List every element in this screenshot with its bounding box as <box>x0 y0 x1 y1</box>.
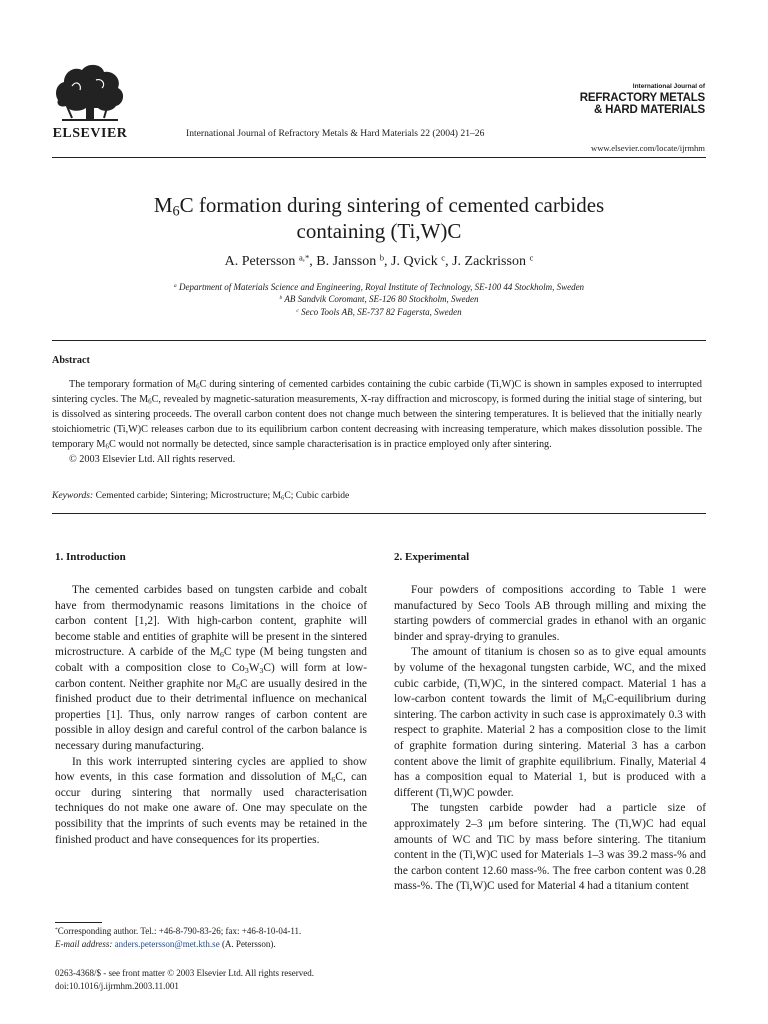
corresponding-author-note: *Corresponding author. Tel.: +46-8-790-83-26; fax: +46-8-10-04-11. <box>55 926 302 936</box>
journal-citation: International Journal of Refractory Metals & Hard Materials 22 (2004) 21–26 <box>186 128 485 139</box>
author-affiliation-mark[interactable]: b <box>379 252 385 263</box>
abstract-top-divider <box>52 340 706 341</box>
affiliation-b: $^b$ AB Sandvik Coromant, SE-126 80 Stockholm, Sweden <box>279 294 479 304</box>
footnote <box>55 925 375 951</box>
left-column <box>55 583 367 848</box>
author-affiliation-mark[interactable]: a,* <box>298 252 310 263</box>
author-affiliation-mark[interactable]: c <box>441 252 446 263</box>
keywords-bottom-divider <box>52 513 706 514</box>
author-name: J. Qvick <box>391 254 438 269</box>
keywords: Keywords: Cemented carbide; Sintering; Microstructure; $M_6C$; Cubic carbide <box>52 490 350 502</box>
section-heading-introduction: 1. Introduction <box>55 551 126 563</box>
footnote-divider <box>55 922 102 923</box>
paper-title: $M_6C$ formation during sintering of cemented carbides containing (Ti,W)C <box>153 193 605 243</box>
journal-logo-line1: International Journal of <box>632 83 705 90</box>
journal-logo-line3: & HARD MATERIALS <box>594 104 705 116</box>
right-column <box>394 583 706 895</box>
email-link[interactable]: anders.petersson@met.kth.se <box>114 939 220 949</box>
bottom-front-matter <box>55 967 314 993</box>
paragraph: The tungsten carbide powder had a particle size of approximately 2–3 μm before sintering. The (Ti,W)C had equal amounts of WC and TiC by mass before sintering. The titanium content in the (Ti,W)C used for Materials 1–3 was 39.2 mass-% and the carbon content 12.60 mass-%. The free carbon content was 0.28 mass-%. The (Ti,W)C used for Material 4 had a titanium content <box>394 802 706 893</box>
doi-line[interactable]: doi:10.1016/j.ijrmhm.2003.11.001 <box>55 981 179 991</box>
issn-line: 0263-4368/$ - see front matter © 2003 Elsevier Ltd. All rights reserved. <box>55 968 315 978</box>
header-divider <box>52 157 706 158</box>
affiliation-a: $^a$ Department of Materials Science and Engineering, Royal Institute of Technology, SE-100 44 Stockholm, Sweden <box>173 282 585 292</box>
keywords-label: Keywords: <box>52 490 94 501</box>
elsevier-tree-logo <box>52 60 128 124</box>
abstract-body: The temporary formation of $M_6C$ during sintering of cemented carbides containing the cubic carbide (Ti,W)C is shown in samples exposed to interrupted sintering cycles. The $M_6C$, revealed by magnetic-saturation measurements, X-ray diffraction and microscopy, is formed during the initial stage of sintering, but is dissolved as sintering proceeds. The overall carbon content does not change much between the sintering temperatures. It is believed that the initially nearly stoichiometric (Ti,W)C releases carbon due to its equilibrium carbon content decreasing with increasing temperature, which makes dissolution possible. The temporary $M_6C$ would not normally be detected, since sample characterisation is in practice employed only after sintering. © 2003 Elsevier Ltd. All rights reserved. <box>52 377 702 468</box>
abstract-heading: Abstract <box>52 355 90 366</box>
paragraph: The cemented carbides based on tungsten carbide and cobalt have from thermodynamic reasons limitations in the choice of carbon content [1,2]. With high-carbon content, graphite will become stable and entities of graphite will be present in the sintered microstructure. A carbide of the $M_6C$ type (M being tungsten and cobalt with a composition close to $Co_3W_3C$) will form at low-carbon content. Neither graphite nor $M_6C$ are usually desired in the finished product due to their detrimental influence on mechanical properties [1]. Thus, only narrow ranges of carbon content are possible in alloy design and careful control of the carbon balance is necessary during manufacturing. <box>55 584 367 752</box>
paragraph: In this work interrupted sintering cycles are applied to show how events, in this case formation and dissolution of $M_6C$, can occur during sintering that normally used characterisation techniques do not make one aware of. One may speculate on the possibility that the imprints of such events may be retained in the finished product and have consequences for its properties. <box>55 755 367 846</box>
affiliation-c: $^c$ Seco Tools AB, SE-737 82 Fagersta, Sweden <box>296 307 462 317</box>
paragraph: Four powders of compositions according to Table 1 were manufactured by Seco Tools AB through milling and mixing the starting powders of commercial grades in ethanol with an organic binder and spray-drying to granules. <box>394 584 706 643</box>
journal-logo <box>560 84 705 117</box>
publisher-name: ELSEVIER <box>52 126 128 141</box>
author-name: J. Zackrisson <box>452 254 526 269</box>
author-name: B. Jansson <box>316 254 377 269</box>
author-list: A. Petersson $^{a,*}$, B. Jansson $^b$, J. Qvick $^c$, J. Zackrisson $^c$ <box>224 252 534 269</box>
journal-logo-line2: REFRACTORY METALS <box>579 91 705 104</box>
author-name: A. Petersson <box>224 254 296 269</box>
section-heading-experimental: 2. Experimental <box>394 551 470 563</box>
email-note: E-mail address: anders.petersson@met.kth.se (A. Petersson). <box>55 939 276 949</box>
abstract-copyright: © 2003 Elsevier Ltd. All rights reserved. <box>69 454 236 466</box>
paragraph: The amount of titanium is chosen so as to give equal amounts by volume of the hexagonal tungsten carbide, WC, and the mixed cubic carbide, (Ti,W)C, in the sintered compact. Material 1 has a low-carbon content towards the limit of $M_6C$-equilibrium during sintering. The carbon activity in such case is approximately 0.3 with respect to graphite. Material 2 has a composition close to the limit of graphite formation during sintering. Material 3 has a carbon content above the limit of graphite equilibrium. Finally, Material 4 has a composition equal to Material 1, but is produced with a different (Ti,W)C powder. <box>394 646 706 799</box>
author-affiliation-mark[interactable]: c <box>529 252 534 263</box>
journal-url[interactable]: www.elsevier.com/locate/ijrmhm <box>591 143 705 153</box>
